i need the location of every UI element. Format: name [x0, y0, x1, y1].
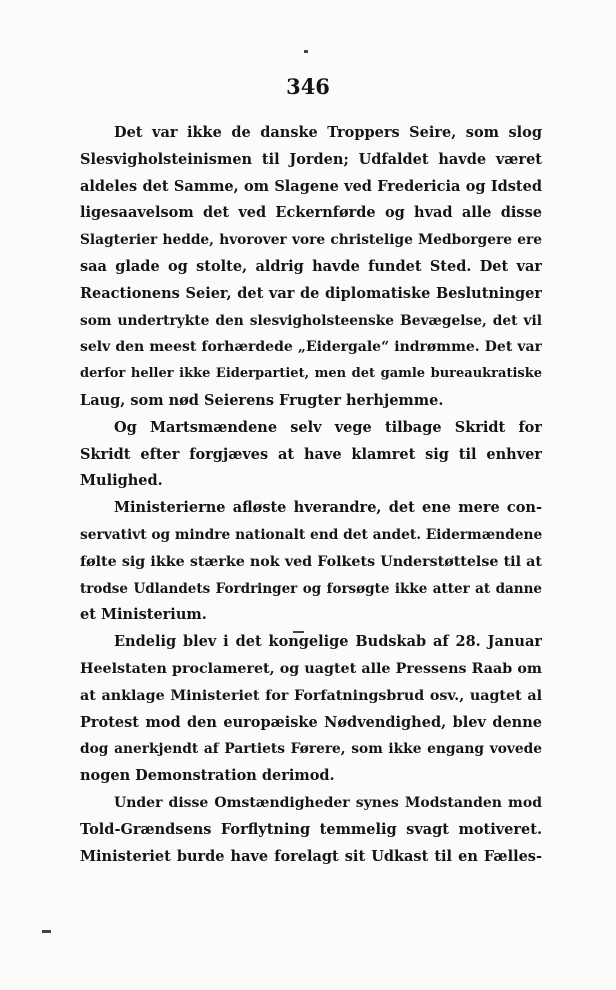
- text-line: Mulighed.: [80, 472, 163, 490]
- text-line: derfor heller ikke Eiderpartiet, men det gamle bureaukratiske: [80, 366, 542, 382]
- text-line: Ministeriet burde have forelagt sit Udkast til en Fælles-: [80, 847, 542, 865]
- text-line: Og Martsmændene selv vege tilbage Skridt for: [114, 418, 542, 436]
- text-line: Ministerierne afløste hverandre, det ene mere con-: [114, 499, 542, 517]
- page-number: 346: [286, 74, 330, 99]
- print-speck-top: [304, 50, 308, 53]
- text-line: dog anerkjendt af Partiets Førere, som ikke engang vovede: [80, 741, 542, 758]
- text-line: servativt og mindre nationalt end det andet. Eidermændene: [80, 526, 542, 543]
- text-line: trodse Udlandets Fordringer og forsøgte ikke atter at danne: [80, 580, 542, 597]
- text-line: Det var ikke de danske Troppers Seire, som slog: [114, 124, 542, 141]
- text-line: følte sig ikke stærke nok ved Folkets Understøttelse til at: [80, 553, 542, 570]
- text-line: Protest mod den europæiske Nødvendighed, blev denne: [80, 713, 542, 731]
- text-line: Slagterier hedde, hvorover vore christelige Medborgere ere: [80, 232, 542, 249]
- text-line: aldeles det Samme, om Slagene ved Fredericia og Idsted: [80, 177, 542, 195]
- text-line: Laug, som nød Seierens Frugter herhjemme.: [80, 391, 444, 409]
- text-line: Reactionens Seier, det var de diplomatiske Beslutninger: [80, 284, 542, 302]
- text-body: [80, 120, 542, 870]
- text-line: at anklage Ministeriet for Forfatningsbrud osv., uagtet al: [80, 687, 542, 704]
- text-line: ligesaavelsom det ved Eckernførde og hvad alle disse: [80, 204, 542, 222]
- text-line: Slesvigholsteinismen til Jorden; Udfaldet havde været: [80, 150, 542, 168]
- text-line: Under disse Omstændigheder synes Modstanden mod: [114, 794, 542, 811]
- text-line: saa glade og stolte, aldrig havde fundet Sted. Det var: [80, 257, 542, 275]
- text-line: et Ministerium.: [80, 606, 207, 624]
- print-speck-left: [42, 930, 51, 933]
- text-line: Endelig blev i det kongelige Budskab af 28. Januar: [114, 633, 542, 651]
- text-line: som undertrykte den slesvigholsteenske Bevægelse, det vil: [80, 312, 542, 329]
- text-line: selv den meest forhærdede „Eidergale“ indrømme. Det var: [80, 339, 542, 356]
- text-line: Told-Grændsens Forflytning temmelig svagt motiveret.: [80, 820, 542, 838]
- text-line: Skridt efter forgjæves at have klamret sig til enhver: [80, 445, 542, 463]
- text-line: nogen Demonstration derimod.: [80, 767, 335, 785]
- text-line: Heelstaten proclameret, og uagtet alle Pressens Raab om: [80, 660, 542, 677]
